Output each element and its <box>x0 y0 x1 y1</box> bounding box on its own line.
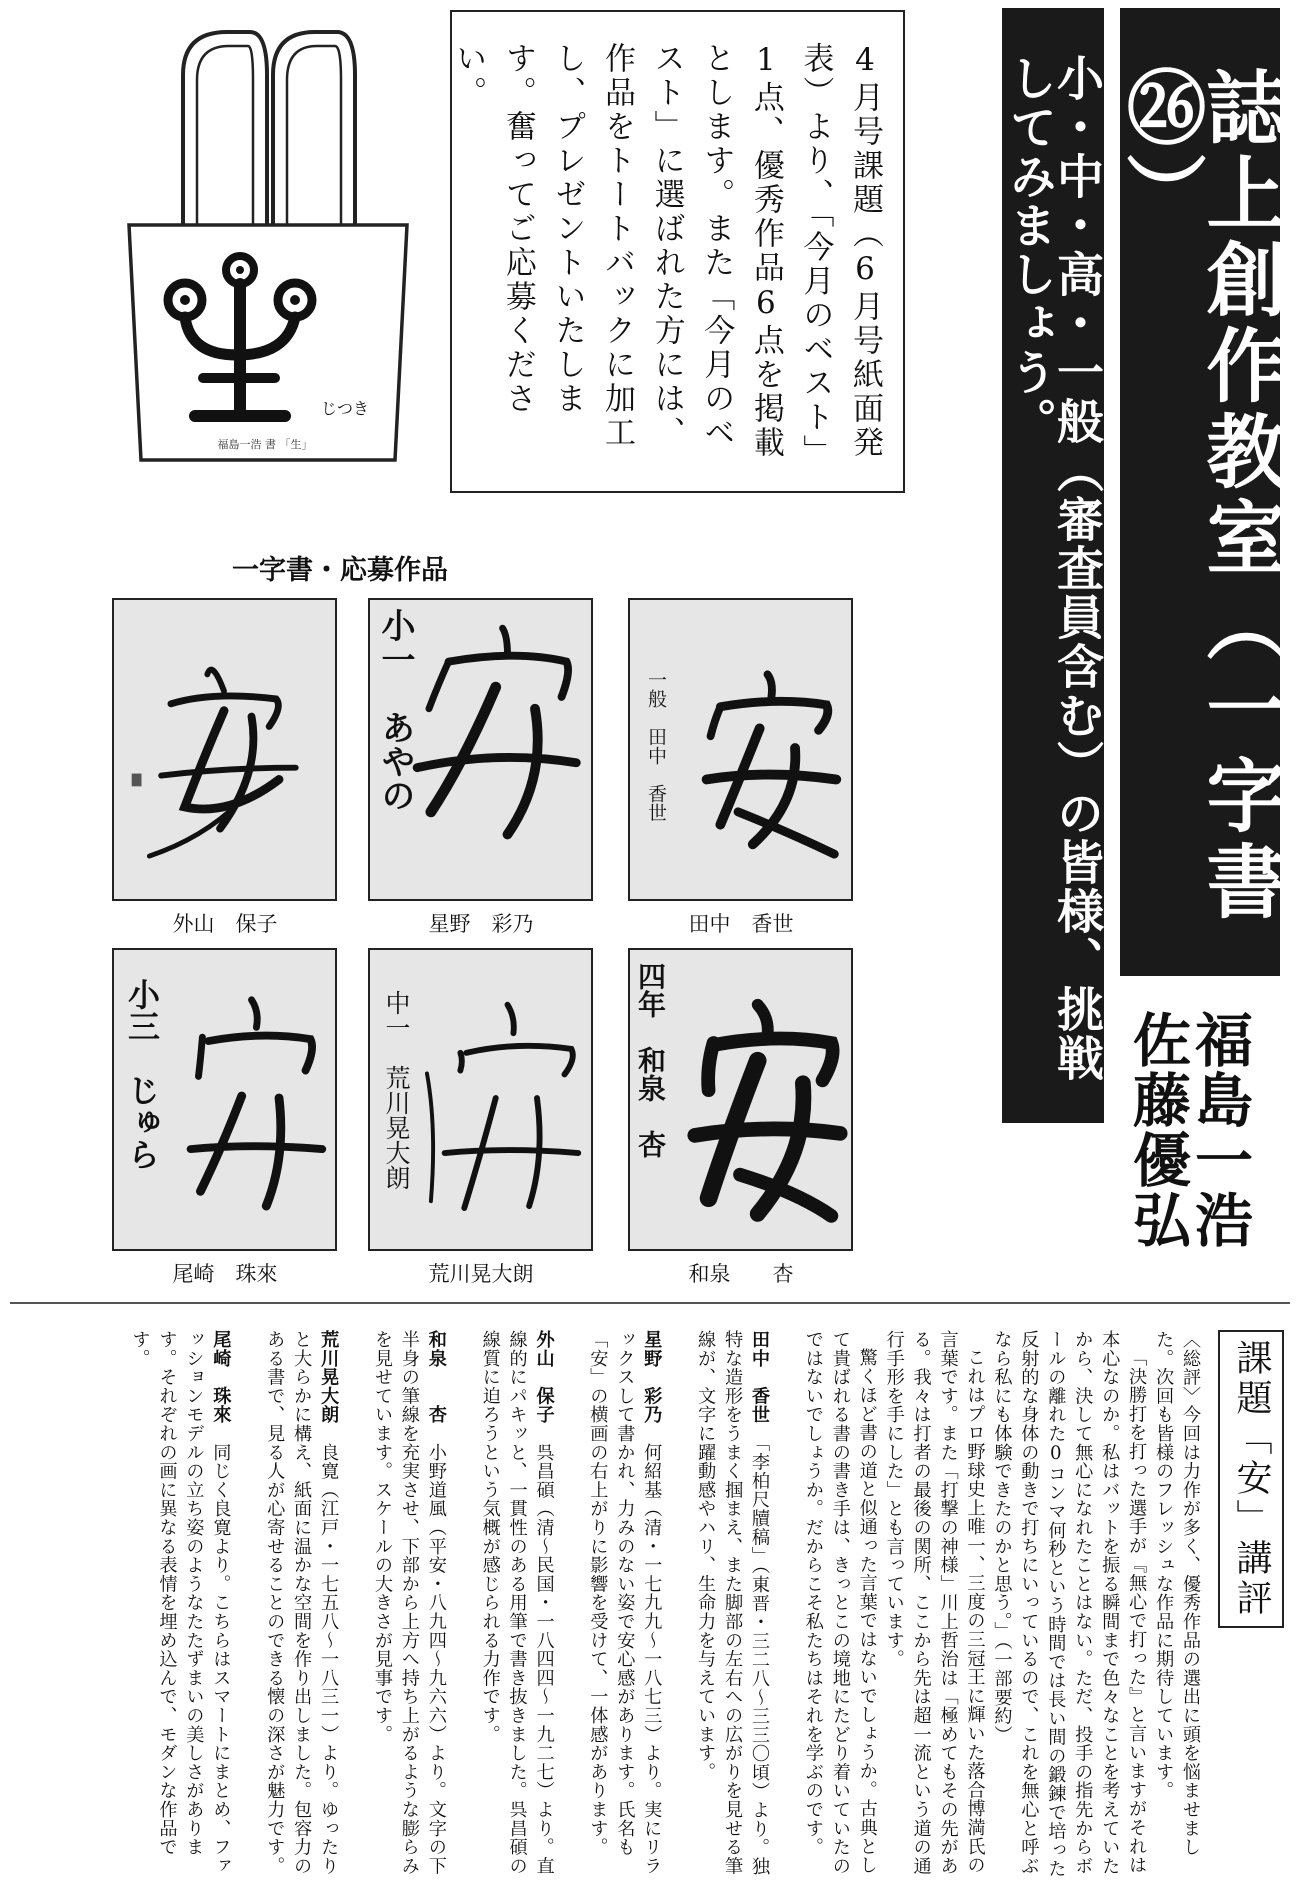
lesson-title: 課題「安」講評 <box>1231 1339 1272 1619</box>
artwork-caption: 尾崎 珠來 <box>172 1262 278 1286</box>
entry-text: 何紹基（清・一七九九～一八七三）より。実にリラックスして書かれ、力みのない姿で安心感があります。氏名も「安」の横画の右上がりに影響を受けて、一体感があります。 <box>587 1330 663 1876</box>
author-name: 福島一浩 <box>1185 1010 1253 1250</box>
entry-author: 外山 保子 <box>533 1330 555 1424</box>
artwork-panel <box>112 948 337 1251</box>
brush-calligraphy <box>114 600 335 899</box>
artwork-caption: 星野 彩乃 <box>428 912 534 936</box>
entry-review <box>476 1330 557 1885</box>
quote-paragraph: 「決勝打を打った選手が『無心で打った』と言いますがそれは本心なのか。私はバットを振る瞬間まで色々なことを考えていたから、決して無心になれたことはない。ただ、投手の指先からボールの離れた0コンマ何秒という時間では長い間の鍛錬で培った反射的な身体の動きで打ちにいっているので、これを無心と呼ぶなら私にも体験できたのかと思う。」（一部要約） <box>991 1330 1148 1878</box>
entry-author: 荒川晃大朗 <box>318 1330 340 1424</box>
page-subtitle: 小・中・高・一般（審査員含む）の皆様、挑戦してみましょう。 <box>1002 54 1104 1083</box>
page-title: 誌上創作教室（一字書㉖） <box>1113 66 1287 926</box>
section-divider <box>10 1302 1290 1304</box>
lesson-title-box <box>1218 1330 1284 1628</box>
artwork-annotation: 四年 和泉 杏 <box>634 962 667 1158</box>
entry-text: 小野道風（平安・八九四～九六六）より。文字の下半身の筆線を充実させ、下部から上方へ持ち上がるような膨らみを見せています。スケールの大きさが見事です。 <box>371 1330 447 1876</box>
overall-text: 今回は力作が多く、優秀作品の選出に頭を悩ませました。次回も皆様のフレッシュな作品に期待しています。 <box>1153 1330 1201 1857</box>
entry-review <box>583 1330 664 1885</box>
review-paragraph: これはプロ野球史上唯一、三度の三冠王に輝いた落合博満氏の言葉です。また「打撃の神様」川上哲治は「極めてもその先がある。我々は打者の最後の関所、ここから先は超一流という道の通行手形を手にした」とも言っています。 <box>883 1330 986 1876</box>
overall-label: 〈総評〉 <box>1180 1330 1201 1406</box>
notice-text: 4月号課題（6月号紙面発表）より、「今月のベスト」1点、優秀作品6点を掲載とします。また「今月のベスト」に選ばれた方には、作品をトートバックに加工し、プレゼントいたします。奮ってご応募ください。 <box>450 42 883 469</box>
gallery-heading: 一字書・応募作品 <box>232 555 448 586</box>
artwork-panel <box>112 598 337 901</box>
entry-text: 呉昌碩（清～民国・一八四四～一九二七）より。直線的にパキッと、一貫性のある用筆で書き抜きました。呉昌碩の線質に迫ろうという気概が感じられる力作です。 <box>479 1330 555 1876</box>
entry-author: 尾崎 珠來 <box>210 1330 232 1424</box>
artwork-panel <box>628 598 853 901</box>
notice-box <box>450 10 905 493</box>
entry-author: 和泉 杏 <box>425 1330 447 1424</box>
artwork-annotation: 一般 田中 香世 <box>645 670 667 822</box>
tote-footer-text: 福島一浩 書 「生」 <box>217 438 313 451</box>
author-name: 佐藤優弘 <box>1123 1010 1191 1250</box>
entry-author: 星野 彩乃 <box>641 1330 663 1424</box>
tote-signature: じつき <box>321 399 370 418</box>
artwork-caption: 外山 保子 <box>172 912 278 936</box>
title-bar <box>1113 8 1287 976</box>
overall-review <box>1149 1330 1203 1885</box>
artwork-annotation: 小三 じゅら <box>123 978 161 1170</box>
entry-text: 良寛（江戸・一七五八～一八三一）より。ゆったりと大らかに構え、紙面に温かな空間を作り出しました。包容力のある書で、見る人が心寄せることのできる懐の深さが魅力です。 <box>264 1330 340 1876</box>
entry-author: 田中 香世 <box>749 1330 771 1424</box>
entry-review <box>691 1330 772 1885</box>
review-paragraph: 驚くほど書の道と似通った言葉ではないでしょうか。古典として貴ばれる書の書き手は、きっとこの境地にたどり着いていたのではないでしょうか。だからこそ私たちはそれを学ぶのです。 <box>802 1330 878 1876</box>
entry-review <box>260 1330 341 1885</box>
artwork-panel <box>368 598 593 901</box>
artwork-caption: 田中 香世 <box>688 912 794 936</box>
artwork-caption: 荒川晃大朗 <box>428 1262 534 1286</box>
artwork-annotation: 中一 荒川晃大朗 <box>382 990 411 1190</box>
entry-text: 同じく良寛より。こちらはスマートにまとめ、ファッションモデルの立ち姿のようなたたずまいの美しさがあります。それぞれの画に異なる表情を埋め込んで、モダンな作品です。 <box>129 1330 232 1876</box>
entry-text: 「李柏尺牘稿」（東晋・三二八～三三〇頃）より。独特な造形をうまく掴まえ、また脚部の左右への広がりを見せる筆線が、文字に躍動感やハリ、生命力を与えています。 <box>695 1330 771 1876</box>
entry-review <box>126 1330 234 1885</box>
artwork-caption: 和泉 杏 <box>688 1262 794 1286</box>
artwork-panel <box>368 948 593 1251</box>
artwork-annotation: 小一 あやの <box>375 608 415 812</box>
entry-review <box>368 1330 449 1885</box>
subtitle-bar <box>1002 8 1104 1123</box>
artwork-panel <box>628 948 853 1251</box>
review-text <box>126 1330 1203 1885</box>
review-body <box>8 1330 1203 1890</box>
tote-bag-illustration <box>115 20 415 475</box>
